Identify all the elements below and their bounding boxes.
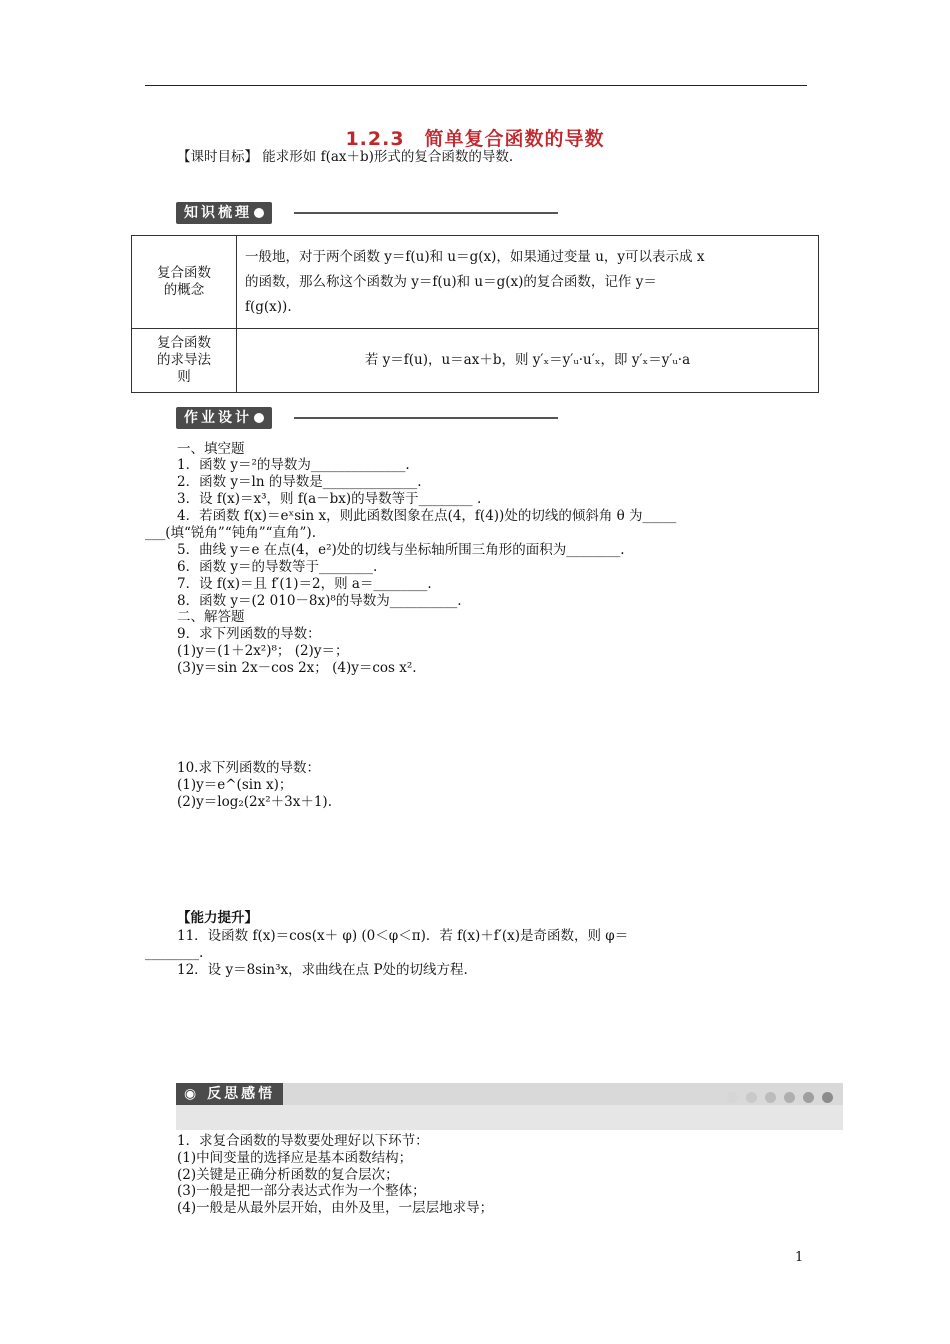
knowledge-banner xyxy=(176,202,558,224)
reflect-banner-tag: ◉ 反思感悟 xyxy=(176,1083,283,1105)
row2-heading-line: 的求导法 xyxy=(157,352,211,368)
reflect-line: 1．求复合函数的导数要处理好以下环节： xyxy=(177,1133,429,1149)
dot-icon xyxy=(746,1092,757,1103)
row2-heading-line: 则 xyxy=(177,369,191,385)
dot-icon xyxy=(803,1092,814,1103)
dot-icon xyxy=(765,1092,776,1103)
q-line: 8．函数 y＝(2 010－8x)⁸的导数为__________. xyxy=(177,593,462,609)
concept-table xyxy=(131,235,819,393)
row2-heading-line: 复合函数 xyxy=(157,335,211,351)
q-line: 6．函数 y＝的导数等于________. xyxy=(177,559,378,575)
lesson-goal: 【课时目标】 能求形如 f(ax＋b)形式的复合函数的导数. xyxy=(177,149,514,165)
q-line: 5．曲线 y＝e 在点(4，e²)处的切线与坐标轴所围三角形的面积为________. xyxy=(177,542,625,558)
page-title: 1.2.3 简单复合函数的导数 xyxy=(345,128,605,150)
q-line: 4．若函数 f(x)＝eˣsin x，则此函数图象在点(4，f(4))处的切线的倾斜角 θ 为_____ xyxy=(177,508,677,524)
reflect-panel xyxy=(176,1105,843,1130)
q10-line: (1)y＝e^(sin x)； xyxy=(177,777,293,793)
top-rule xyxy=(145,85,807,86)
homework-banner-label: 作业设计 xyxy=(184,410,252,426)
reflect-banner xyxy=(176,1083,843,1105)
q10-line: (2)y＝log₂(2x²＋3x＋1). xyxy=(177,794,332,810)
ability-line: ________. xyxy=(145,945,204,961)
row1-heading-line: 的概念 xyxy=(163,282,205,298)
q-line: 7．设 f(x)＝且 f′(1)＝2，则 a＝________. xyxy=(177,576,432,592)
q-line: 2．函数 y＝ln 的导数是______________. xyxy=(177,474,422,490)
reflect-line: (4)一般是从最外层开始，由外及里，一层层地求导； xyxy=(177,1200,494,1216)
banner-rule xyxy=(294,417,558,419)
knowledge-banner-tag xyxy=(176,202,272,224)
q-line: (3)y＝sin 2x－cos 2x； (4)y＝cos x². xyxy=(177,660,417,676)
page-number: 1 xyxy=(795,1250,804,1265)
q10-line: 10.求下列函数的导数： xyxy=(177,760,320,776)
reflect-line: (3)一般是把一部分表达式作为一个整体； xyxy=(177,1183,426,1199)
q-line: 9．求下列函数的导数： xyxy=(177,626,321,642)
q-line: 3．设 f(x)＝x³，则 f(a－bx)的导数等于________ . xyxy=(177,491,482,507)
homework-banner-tag xyxy=(176,407,272,429)
row1-content-line: 的函数，那么称这个函数为 y＝f(u)和 u＝g(x)的复合函数，记作 y＝ xyxy=(245,273,657,290)
dot-icon xyxy=(727,1092,738,1103)
homework-banner xyxy=(176,407,558,429)
ability-heading: 【能力提升】 xyxy=(177,910,258,926)
dot-icon xyxy=(254,208,264,218)
row2-heading xyxy=(132,329,237,393)
q-line: 1．函数 y＝²的导数为______________. xyxy=(177,457,410,473)
dot-icon xyxy=(822,1092,833,1103)
banner-rule xyxy=(294,212,558,214)
dot-icon xyxy=(784,1092,795,1103)
row1-heading xyxy=(132,236,237,329)
row2-content: 若 y＝f(u)，u＝ax＋b，则 y′ₓ＝y′ᵤ·u′ₓ，即 y′ₓ＝y′ᵤ·a xyxy=(237,329,819,393)
table-row xyxy=(132,329,819,393)
reflect-line: (2)关键是正确分析函数的复合层次； xyxy=(177,1167,399,1183)
ability-line: 12．设 y＝8sin³x，求曲线在点 P处的切线方程. xyxy=(177,962,468,978)
table-row xyxy=(132,236,819,329)
dot-icon xyxy=(254,413,264,423)
knowledge-banner-label: 知识梳理 xyxy=(184,205,252,221)
q-line: 二、解答题 xyxy=(177,609,245,625)
q-line: (1)y＝(1＋2x²)⁸； (2)y＝； xyxy=(177,643,349,659)
ability-line: 11．设函数 f(x)＝cos(x＋ φ) (0＜φ＜π)．若 f(x)＋f′(x)是奇函数，则 φ＝ xyxy=(177,928,629,944)
row1-content-line: 一般地，对于两个函数 y＝f(u)和 u＝g(x)，如果通过变量 u，y可以表示成 x xyxy=(245,248,705,265)
reflect-line: (1)中间变量的选择应是基本函数结构； xyxy=(177,1150,413,1166)
q-line: 一、填空题 xyxy=(177,441,245,457)
q-line: ___(填“锐角”“钝角”“直角”). xyxy=(145,525,316,541)
row1-heading-line: 复合函数 xyxy=(157,265,211,281)
reflect-banner-label: 反思感悟 xyxy=(207,1086,276,1102)
row1-content xyxy=(237,236,819,329)
row1-content-line: f(g(x)). xyxy=(245,298,292,315)
